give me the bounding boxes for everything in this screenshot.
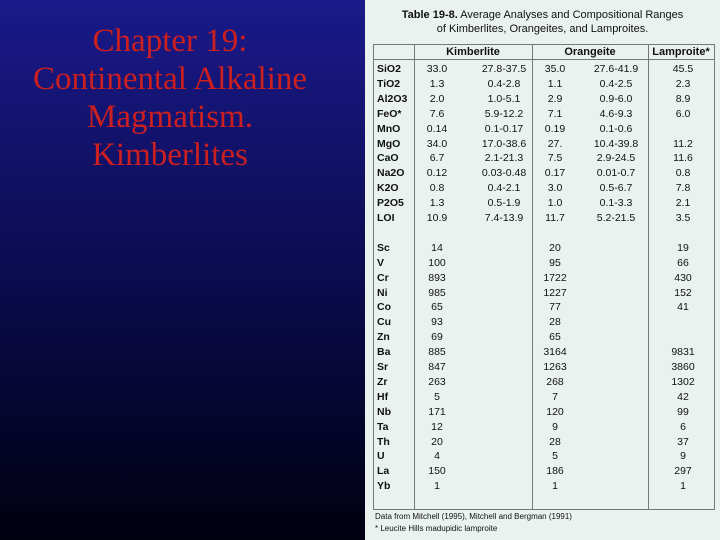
cell-kimberlite-range: 17.0-38.6 (481, 137, 527, 150)
cell-lamproite: 297 (674, 465, 692, 478)
cell-orangeite-range: 0.4-2.5 (599, 77, 633, 90)
cell-lamproite: 9 (680, 450, 686, 463)
cell-kimberlite-range: 0.4-2.1 (487, 182, 521, 195)
cell-orangeite-avg: 268 (546, 375, 564, 388)
cell-orangeite-range: 0.1-3.3 (599, 197, 633, 210)
cell-kimberlite-avg: 34.0 (426, 137, 448, 150)
table-row (374, 151, 714, 166)
cell-lamproite: 19 (677, 241, 689, 254)
cell-component: Ba (377, 346, 391, 359)
cell-kimberlite-avg: 150 (428, 465, 446, 478)
cell-orangeite-avg: 28 (549, 435, 561, 448)
table-row (374, 300, 714, 315)
table-number: Table 19-8. (401, 9, 458, 21)
header-kimberlite: Kimberlite (446, 46, 500, 58)
cell-kimberlite-avg: 985 (428, 286, 446, 299)
cell-orangeite-avg: 11.7 (545, 212, 565, 224)
cell-kimberlite-avg: 10.9 (426, 212, 448, 224)
cell-component: Cu (377, 316, 391, 329)
cell-orangeite-avg: 9 (552, 420, 558, 433)
table-footnotes (375, 511, 572, 535)
cell-kimberlite-avg: 5 (434, 390, 440, 403)
cell-kimberlite-avg: 4 (434, 450, 440, 463)
cell-component: U (377, 450, 385, 463)
cell-kimberlite-avg: 6.7 (429, 152, 445, 165)
table-row (374, 360, 714, 375)
table-row (374, 77, 714, 92)
cell-kimberlite-avg: 1 (434, 480, 440, 493)
cell-orangeite-avg: 28 (549, 316, 561, 329)
cell-component: Ni (377, 286, 388, 299)
cell-lamproite: 9831 (671, 346, 695, 359)
cell-lamproite: 11.6 (673, 152, 693, 165)
cell-component: Th (377, 435, 390, 448)
cell-kimberlite-range: 2.1-21.3 (484, 152, 524, 165)
cell-kimberlite-avg: 14 (431, 241, 443, 254)
cell-orangeite-avg: 0.17 (544, 167, 566, 180)
cell-orangeite-range: 0.9-6.0 (599, 92, 633, 105)
cell-kimberlite-avg: 847 (428, 361, 446, 373)
title-line-2: Continental Alkaline (32, 61, 308, 97)
cell-kimberlite-avg: 1.3 (429, 77, 445, 90)
cell-component: LOI (377, 212, 395, 224)
cell-kimberlite-avg: 93 (431, 316, 443, 329)
cell-kimberlite-avg: 885 (428, 346, 446, 359)
cell-kimberlite-range: 0.4-2.8 (487, 77, 521, 90)
cell-component: Co (377, 301, 391, 314)
cell-orangeite-avg: 1227 (543, 286, 567, 299)
cell-kimberlite-range: 0.03-0.48 (481, 167, 527, 180)
cell-orangeite-avg: 7 (552, 390, 558, 403)
cell-lamproite: 3860 (671, 361, 695, 373)
cell-component: Na2O (377, 167, 405, 180)
cell-orangeite-avg: 0.19 (544, 122, 566, 135)
title-line-3: Magmatism. (87, 99, 253, 135)
cell-orangeite-range: 0.1-0.6 (599, 122, 633, 135)
table-row (374, 211, 714, 226)
table-row (374, 315, 714, 330)
table-row (374, 122, 714, 137)
cell-kimberlite-range: 5.9-12.2 (484, 107, 524, 120)
cell-component: Cr (377, 271, 389, 284)
cell-kimberlite-avg: 65 (431, 301, 443, 314)
table-row (374, 464, 714, 479)
table-row (374, 435, 714, 450)
cell-orangeite-range: 5.2-21.5 (596, 212, 636, 224)
cell-component: SiO2 (377, 63, 401, 75)
cell-kimberlite-range: 0.5-1.9 (487, 197, 521, 210)
cell-lamproite: 37 (677, 435, 689, 448)
table-row (374, 286, 714, 301)
table-row (374, 92, 714, 107)
table-row (374, 241, 714, 256)
cell-kimberlite-avg: 100 (428, 256, 446, 269)
cell-component: Sr (377, 361, 389, 373)
cell-component: Zr (377, 375, 388, 388)
cell-lamproite: 2.1 (675, 197, 691, 210)
cell-kimberlite-avg: 20 (431, 435, 443, 448)
footnote-lamproite: * Leucite Hills madupidic lamproite (375, 524, 498, 533)
cell-component: P2O5 (377, 197, 404, 210)
cell-component: CaO (377, 152, 399, 165)
cell-component: FeO* (377, 107, 402, 120)
table-row (374, 166, 714, 181)
table-row (374, 256, 714, 271)
cell-orangeite-avg: 7.1 (547, 107, 563, 120)
table-row (374, 375, 714, 390)
table-row (374, 196, 714, 211)
composition-table (373, 44, 715, 510)
cell-orangeite-avg: 7.5 (547, 152, 563, 165)
cell-lamproite: 66 (677, 256, 689, 269)
table-row (374, 330, 714, 345)
cell-kimberlite-avg: 0.14 (426, 122, 448, 135)
cell-lamproite: 430 (674, 271, 692, 284)
table-row (374, 345, 714, 360)
cell-component: V (377, 256, 385, 269)
table-row (374, 390, 714, 405)
cell-orangeite-range: 4.6-9.3 (599, 107, 633, 120)
table-row (374, 226, 714, 241)
cell-kimberlite-avg: 12 (431, 420, 443, 433)
header-orangeite: Orangeite (564, 46, 616, 58)
cell-orangeite-range: 0.5-6.7 (599, 182, 633, 195)
cell-lamproite: 2.3 (675, 77, 691, 90)
cell-orangeite-avg: 65 (549, 331, 561, 344)
cell-orangeite-avg: 3.0 (547, 182, 563, 195)
cell-kimberlite-range: 1.0-5.1 (487, 92, 521, 105)
cell-kimberlite-avg: 893 (428, 271, 446, 284)
cell-kimberlite-avg: 7.6 (429, 107, 445, 120)
cell-kimberlite-range: 27.8-37.5 (481, 63, 527, 75)
table-row (374, 62, 714, 77)
cell-component: Yb (377, 480, 391, 493)
cell-kimberlite-avg: 0.12 (426, 167, 448, 180)
cell-orangeite-avg: 77 (549, 301, 561, 314)
table-row (374, 107, 714, 122)
cell-kimberlite-avg: 263 (428, 375, 446, 388)
cell-component: TiO2 (377, 77, 401, 90)
cell-component: MnO (377, 122, 401, 135)
header-divider (374, 59, 714, 60)
table-row (374, 420, 714, 435)
cell-kimberlite-avg: 33.0 (426, 63, 448, 75)
cell-lamproite: 41 (677, 301, 689, 314)
cell-orangeite-avg: 35.0 (544, 63, 566, 75)
cell-orangeite-avg: 3164 (543, 346, 567, 359)
cell-orangeite-range: 0.01-0.7 (596, 167, 636, 180)
cell-orangeite-avg: 95 (549, 256, 561, 269)
table-row (374, 405, 714, 420)
cell-orangeite-range: 10.4-39.8 (593, 137, 639, 150)
cell-lamproite: 3.5 (675, 212, 691, 224)
cell-lamproite: 8.9 (675, 92, 691, 105)
cell-component: Zn (377, 331, 390, 344)
cell-kimberlite-avg: 1.3 (429, 197, 445, 210)
cell-lamproite: 152 (674, 286, 692, 299)
cell-orangeite-avg: 2.9 (547, 92, 563, 105)
table-row (374, 181, 714, 196)
cell-lamproite: 6.0 (675, 107, 691, 120)
table-image-panel (365, 0, 720, 540)
table-caption (365, 8, 720, 36)
footnote-source: Data from Mitchell (1995), Mitchell and Bergman (1991) (375, 512, 572, 521)
cell-lamproite: 99 (677, 405, 689, 418)
cell-orangeite-avg: 1.0 (547, 197, 563, 210)
table-row (374, 479, 714, 494)
title-line-4: Kimberlites (92, 137, 248, 173)
cell-orangeite-avg: 5 (552, 450, 558, 463)
cell-orangeite-avg: 1 (552, 480, 558, 493)
slide-title (0, 22, 340, 174)
cell-orangeite-avg: 120 (546, 405, 564, 418)
cell-kimberlite-avg: 2.0 (429, 92, 445, 105)
header-lamproite: Lamproite* (652, 46, 710, 58)
cell-orangeite-avg: 1263 (543, 361, 567, 373)
cell-lamproite: 45.5 (672, 63, 694, 75)
cell-orangeite-range: 27.6-41.9 (593, 63, 639, 75)
cell-orangeite-avg: 1.1 (547, 77, 563, 90)
cell-kimberlite-range: 7.4-13.9 (484, 212, 524, 224)
table-row (374, 137, 714, 152)
cell-kimberlite-range: 0.1-0.17 (484, 122, 524, 135)
cell-lamproite: 0.8 (675, 167, 691, 180)
cell-lamproite: 1 (680, 480, 686, 493)
cell-kimberlite-avg: 69 (431, 331, 443, 344)
cell-component: La (377, 465, 390, 478)
cell-kimberlite-avg: 171 (428, 405, 446, 418)
cell-lamproite: 42 (677, 390, 689, 403)
cell-orangeite-avg: 186 (546, 465, 564, 478)
cell-component: K2O (377, 182, 399, 195)
caption-line-2: of Kimberlites, Orangeites, and Lamproites. (436, 23, 649, 35)
cell-component: Hf (377, 390, 389, 403)
cell-orangeite-avg: 1722 (543, 271, 567, 284)
cell-component: Nb (377, 405, 391, 418)
table-row (374, 449, 714, 464)
cell-component: Ta (377, 420, 389, 433)
cell-lamproite: 7.8 (675, 182, 691, 195)
cell-kimberlite-avg: 0.8 (429, 182, 445, 195)
cell-orangeite-range: 2.9-24.5 (596, 152, 636, 165)
title-line-1: Chapter 19: (92, 23, 248, 59)
cell-lamproite: 6 (680, 420, 686, 433)
cell-component: MgO (377, 137, 401, 150)
cell-lamproite: 1302 (671, 375, 695, 388)
cell-component: Al2O3 (377, 92, 408, 105)
caption-line-1: Average Analyses and Compositional Ranges (460, 9, 684, 21)
table-row (374, 271, 714, 286)
cell-component: Sc (377, 241, 390, 254)
cell-orangeite-avg: 27. (547, 137, 563, 150)
cell-lamproite: 11.2 (673, 137, 693, 150)
cell-orangeite-avg: 20 (549, 241, 561, 254)
